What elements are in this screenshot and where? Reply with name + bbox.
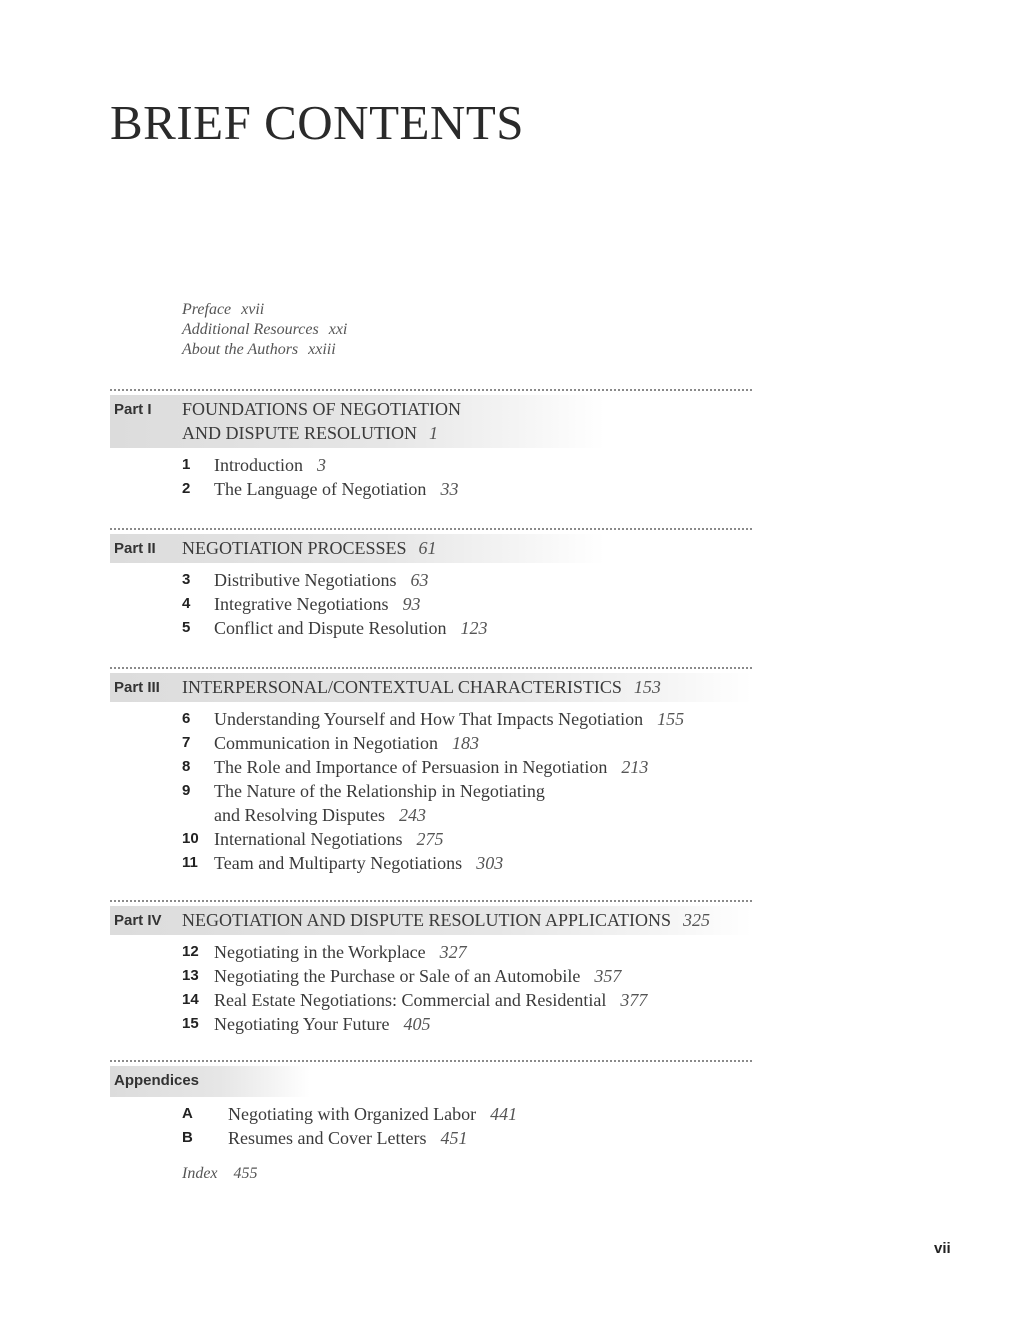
chapter-number: 12 xyxy=(182,943,199,960)
page-number: 441 xyxy=(490,1104,518,1124)
chapter-list xyxy=(182,453,752,501)
chapter-title: Introduction xyxy=(214,455,303,475)
appendix-title: Resumes and Cover Letters xyxy=(228,1128,427,1148)
front-matter-about-authors[interactable]: About the Authors xxiii xyxy=(182,341,336,358)
chapter-number: 10 xyxy=(182,830,199,847)
dotted-divider xyxy=(110,528,752,530)
chapter-number: 8 xyxy=(182,758,191,775)
page-number: 183 xyxy=(451,733,479,753)
chapter-item[interactable] xyxy=(182,616,752,640)
chapter-item[interactable] xyxy=(182,592,752,616)
chapter-item[interactable] xyxy=(182,707,752,731)
chapter-item[interactable] xyxy=(182,755,752,779)
front-matter-additional-resources[interactable]: Additional Resources xxi xyxy=(182,321,348,338)
page-number: 61 xyxy=(418,538,437,558)
page-number: 405 xyxy=(403,1014,431,1034)
chapter-title: Distributive Negotiations xyxy=(214,570,397,590)
page-number: 63 xyxy=(410,570,429,590)
chapter-item[interactable] xyxy=(182,1012,752,1036)
page-number: 33 xyxy=(440,479,459,499)
part-header xyxy=(110,673,752,702)
chapter-title-cont: and Resolving Disputes xyxy=(214,805,385,825)
chapter-list xyxy=(182,568,752,640)
page-number: 327 xyxy=(439,942,467,962)
page-number: 153 xyxy=(633,677,661,697)
page-number: 3 xyxy=(316,455,326,475)
page-number: 357 xyxy=(594,966,622,986)
chapter-title: Team and Multiparty Negotiations xyxy=(214,853,463,873)
page-number: xxiii xyxy=(308,341,336,358)
chapter-number: 14 xyxy=(182,991,199,1008)
chapter-item[interactable] xyxy=(182,827,752,851)
chapter-number: 13 xyxy=(182,967,199,984)
page-number: 1 xyxy=(429,423,438,443)
part-title[interactable]: INTERPERSONAL/CONTEXTUAL CHARACTERISTICS 153 xyxy=(182,677,661,697)
part-title[interactable]: NEGOTIATION PROCESSES 61 xyxy=(182,538,437,558)
chapter-number: 11 xyxy=(182,854,198,871)
front-matter-preface[interactable]: Preface xvii xyxy=(182,301,265,318)
page-number: xxi xyxy=(328,321,348,338)
chapter-title: The Nature of the Relationship in Negotiating xyxy=(214,781,545,801)
chapter-item[interactable] xyxy=(182,988,752,1012)
part-label: Part III xyxy=(114,679,160,696)
chapter-number: 1 xyxy=(182,456,191,473)
index-entry[interactable]: Index 455 xyxy=(182,1165,258,1182)
page-number: 377 xyxy=(620,990,648,1010)
part-1-section xyxy=(110,389,752,501)
chapter-item[interactable] xyxy=(182,477,752,501)
chapter-list xyxy=(182,940,752,1036)
appendix-letter: B xyxy=(182,1129,193,1146)
chapter-item[interactable] xyxy=(182,779,752,827)
part-title[interactable]: NEGOTIATION AND DISPUTE RESOLUTION APPLICATIONS 325 xyxy=(182,910,710,930)
appendix-item[interactable] xyxy=(182,1102,752,1126)
page-number: 123 xyxy=(460,618,488,638)
page-number: 451 xyxy=(440,1128,468,1148)
appendices-section xyxy=(110,1060,752,1150)
part-2-section xyxy=(110,528,752,640)
appendix-letter: A xyxy=(182,1105,193,1122)
page-number: 275 xyxy=(416,829,444,849)
folio-page-number: vii xyxy=(934,1240,951,1257)
chapter-number: 9 xyxy=(182,782,191,799)
appendix-item[interactable] xyxy=(182,1126,752,1150)
chapter-title: The Role and Importance of Persuasion in Negotiation xyxy=(214,757,608,777)
part-label: Part II xyxy=(114,540,156,557)
chapter-item[interactable] xyxy=(182,453,752,477)
appendices-header xyxy=(110,1066,310,1097)
dotted-divider xyxy=(110,900,752,902)
page-number: 243 xyxy=(399,805,426,825)
part-header xyxy=(110,906,752,935)
part-label: Part I xyxy=(114,401,152,418)
page-number: 213 xyxy=(621,757,649,777)
chapter-number: 15 xyxy=(182,1015,199,1032)
page-title: BRIEF CONTENTS xyxy=(110,95,525,150)
chapter-title: Negotiating in the Workplace xyxy=(214,942,426,962)
chapter-title: Conflict and Dispute Resolution xyxy=(214,618,447,638)
chapter-title: Understanding Yourself and How That Impacts Negotiation xyxy=(214,709,644,729)
dotted-divider xyxy=(110,1060,752,1062)
appendix-title: Negotiating with Organized Labor xyxy=(228,1104,477,1124)
part-3-section xyxy=(110,667,752,875)
chapter-number: 5 xyxy=(182,619,191,636)
appendix-list xyxy=(182,1102,752,1150)
chapter-number: 3 xyxy=(182,571,191,588)
dotted-divider xyxy=(110,389,752,391)
chapter-item[interactable] xyxy=(182,731,752,755)
chapter-item[interactable] xyxy=(182,851,752,875)
part-title[interactable]: FOUNDATIONS OF NEGOTIATION AND DISPUTE RESOLUTION 1 xyxy=(182,399,461,443)
page-number: 155 xyxy=(657,709,685,729)
chapter-item[interactable] xyxy=(182,940,752,964)
chapter-title: Negotiating Your Future xyxy=(214,1014,390,1034)
part-header xyxy=(110,534,605,563)
page-number: 325 xyxy=(683,910,710,930)
chapter-item[interactable] xyxy=(182,568,752,592)
chapter-number: 2 xyxy=(182,480,191,497)
part-header xyxy=(110,395,605,448)
front-matter-list xyxy=(182,300,347,360)
appendices-label: Appendices xyxy=(114,1072,200,1089)
chapter-title: Real Estate Negotiations: Commercial and Residential xyxy=(214,990,607,1010)
chapter-title: Communication in Negotiation xyxy=(214,733,438,753)
part-4-section xyxy=(110,900,752,1036)
page-number: 93 xyxy=(402,594,421,614)
page-number: 303 xyxy=(476,853,504,873)
part-label: Part IV xyxy=(114,912,162,929)
chapter-number: 6 xyxy=(182,710,191,727)
page-number: xvii xyxy=(241,301,265,318)
chapter-title: Negotiating the Purchase or Sale of an Automobile xyxy=(214,966,581,986)
chapter-list xyxy=(182,707,752,875)
chapter-title: Integrative Negotiations xyxy=(214,594,389,614)
dotted-divider xyxy=(110,667,752,669)
chapter-number: 4 xyxy=(182,595,191,612)
chapter-title: International Negotiations xyxy=(214,829,403,849)
chapter-number: 7 xyxy=(182,734,191,751)
chapter-title: The Language of Negotiation xyxy=(214,479,427,499)
page-number: 455 xyxy=(233,1165,258,1182)
chapter-item[interactable] xyxy=(182,964,752,988)
